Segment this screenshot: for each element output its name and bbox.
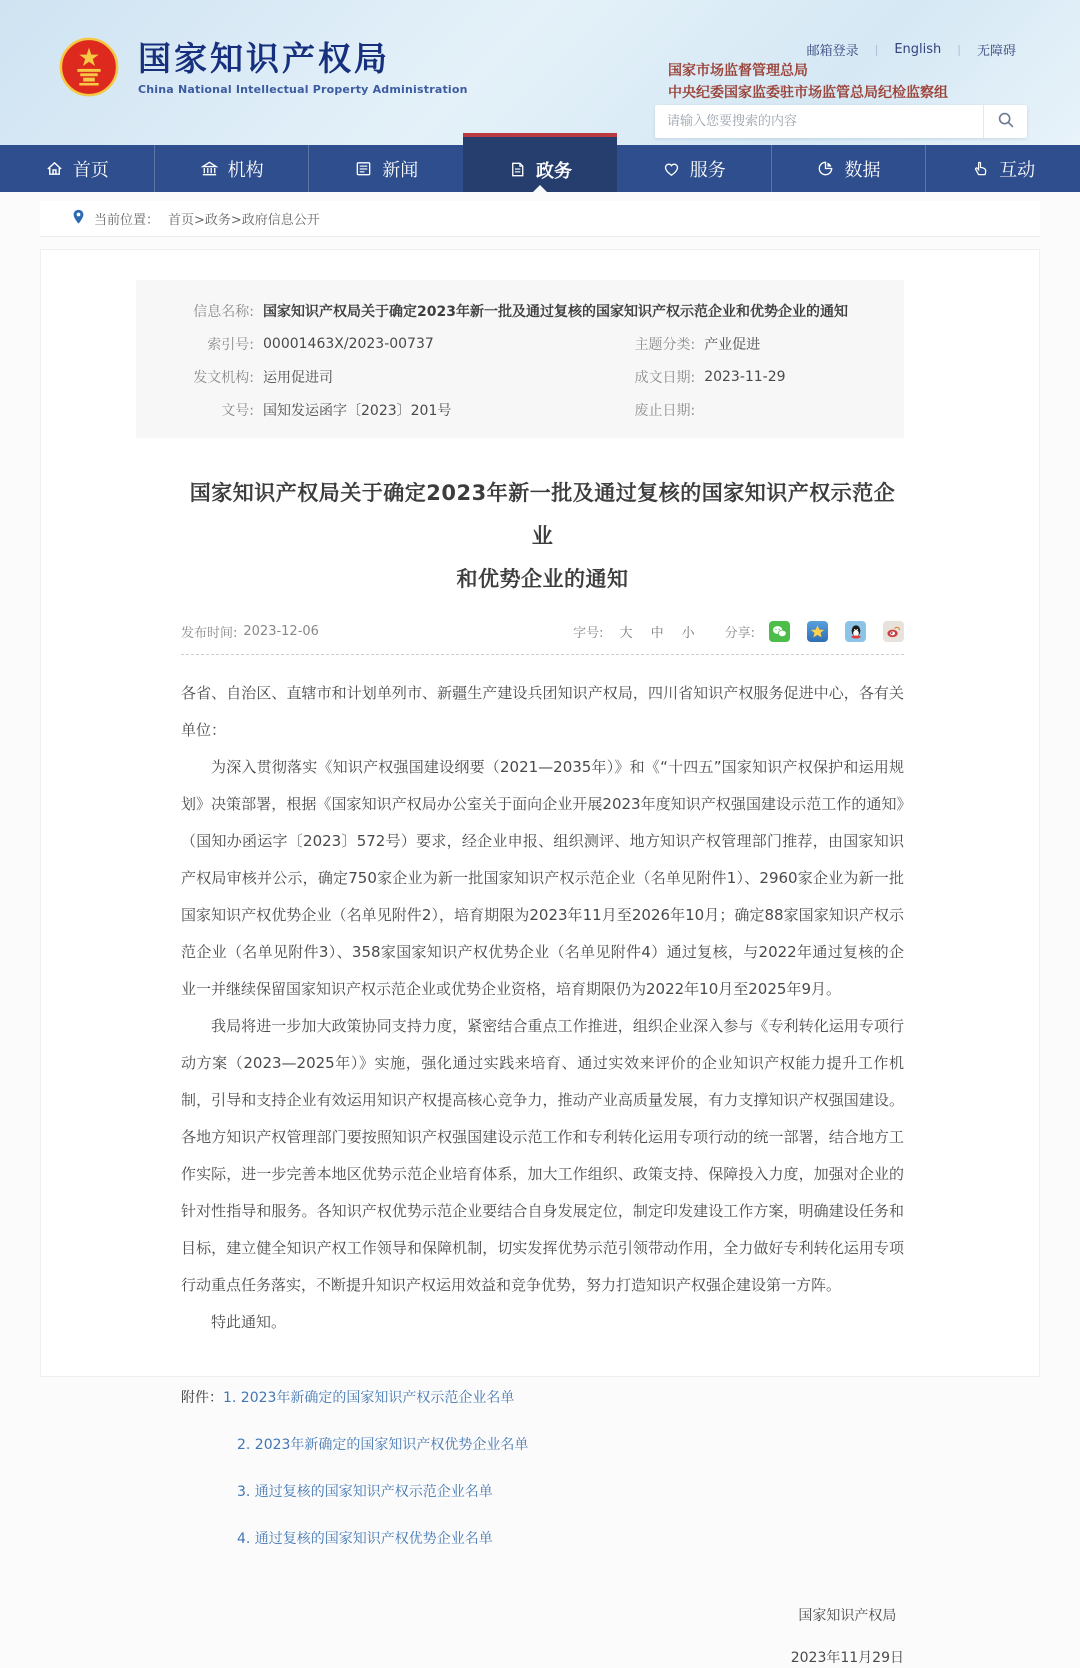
info-label: 主题分类: <box>634 336 696 353</box>
active-tab-arrow-icon <box>533 185 547 192</box>
info-row-issuer-date <box>136 360 904 393</box>
search-button[interactable] <box>983 105 1027 138</box>
nav-item-government[interactable] <box>463 133 617 192</box>
info-value-topic: 产业促进 <box>704 336 761 353</box>
qq-icon[interactable] <box>845 621 866 642</box>
nav-label: 政务 <box>536 160 573 182</box>
breadcrumb <box>40 201 1040 237</box>
salutation: 各省、自治区、直辖市和计划单列市、新疆生产建设兵团知识产权局，四川省知识产权服务促进中心，各有关单位： <box>181 684 904 739</box>
font-size-small-button[interactable]: 小 <box>681 626 695 641</box>
font-size-label: 字号: <box>573 626 604 641</box>
info-label: 索引号: <box>207 336 254 353</box>
institution-icon <box>200 159 219 178</box>
attachments-label: 附件： <box>181 1390 223 1406</box>
attachment-link-1[interactable]: 1. 2023年新确定的国家知识产权示范企业名单 <box>223 1390 515 1406</box>
service-icon <box>662 159 681 178</box>
data-icon <box>816 159 835 178</box>
nav-label: 互动 <box>999 159 1036 181</box>
brand-text <box>138 39 468 96</box>
document-title-line2: 和优势企业的通知 <box>456 567 629 591</box>
document-title <box>181 472 904 601</box>
signature-date: 2023年11月29日 <box>790 1650 904 1666</box>
agency-name-cn: 国家知识产权局 <box>138 38 390 78</box>
nav-label: 新闻 <box>382 159 419 181</box>
info-row-docno-expire <box>136 393 904 426</box>
interaction-icon <box>971 159 990 178</box>
attachments-section <box>181 1387 904 1548</box>
nav-item-service[interactable] <box>617 145 771 192</box>
location-pin-icon <box>72 209 85 229</box>
publish-time-label: 发布时间: <box>181 626 238 641</box>
breadcrumb-path[interactable]: 首页>政务>政府信息公开 <box>168 213 320 228</box>
search-input[interactable] <box>655 105 983 138</box>
article-body <box>181 675 904 1341</box>
closing-line: 特此通知。 <box>211 1313 287 1331</box>
signature-agency: 国家知识产权局 <box>798 1608 897 1624</box>
nav-label: 服务 <box>689 159 726 181</box>
info-value-name: 国家知识产权局关于确定2023年新一批及通过复核的国家知识产权示范企业和优势企业的通知 <box>263 303 848 320</box>
font-size-medium-button[interactable]: 中 <box>650 626 664 641</box>
publish-time-value: 2023-12-06 <box>243 624 319 639</box>
search-icon <box>997 111 1015 132</box>
nav-item-interaction[interactable] <box>925 145 1080 192</box>
site-header <box>0 0 1080 145</box>
info-value-issuer: 运用促进司 <box>263 369 333 386</box>
divider: | <box>957 43 961 56</box>
info-label: 废止日期: <box>634 402 696 419</box>
share-label: 分享: <box>724 626 755 641</box>
nav-item-institution[interactable] <box>154 145 309 192</box>
info-label: 文号: <box>221 402 254 419</box>
attachment-link-3[interactable]: 3. 通过复核的国家知识产权示范企业名单 <box>237 1484 493 1500</box>
info-label: 信息名称: <box>193 303 254 320</box>
nav-label: 首页 <box>72 159 109 181</box>
info-label: 发文机构: <box>193 369 254 386</box>
related-agency-line1[interactable]: 国家市场监督管理总局 <box>668 63 808 79</box>
document-title-line1: 国家知识产权局关于确定2023年新一批及通过复核的国家知识产权示范企业 <box>189 481 896 548</box>
info-value-index: 00001463X/2023-00737 <box>263 335 434 352</box>
separator <box>181 654 904 655</box>
info-label: 成文日期: <box>634 369 696 386</box>
national-emblem-icon <box>58 36 120 98</box>
related-agency-line2[interactable]: 中央纪委国家监委驻市场监管总局纪检监察组 <box>668 85 948 101</box>
weibo-icon[interactable] <box>883 621 904 642</box>
divider: | <box>874 43 879 56</box>
government-icon <box>508 160 527 179</box>
nav-label: 机构 <box>227 159 264 181</box>
info-row-name <box>136 294 904 327</box>
related-agencies <box>668 60 948 104</box>
nav-item-home[interactable] <box>0 145 154 192</box>
info-value-docno: 国知发运函字〔2023〕201号 <box>263 402 452 419</box>
news-icon <box>354 159 373 178</box>
info-value-date: 2023-11-29 <box>704 368 786 385</box>
nav-item-data[interactable] <box>771 145 926 192</box>
site-search <box>655 105 1027 138</box>
nav-label: 数据 <box>844 159 881 181</box>
article-meta-row <box>181 621 904 642</box>
signature-block <box>181 1606 904 1668</box>
paragraph-2: 我局将进一步加大政策协同支持力度，紧密结合重点工作推进，组织企业深入参与《专利转化运用专项行动方案（2023—2025年）》实施，强化通过实践来培育、通过实效来评价的企业知识产权能力提升工作机制，引导和支持企业有效运用知识产权提高核心竞争力，推动产业高质量发展，有力支撑知识产权强国建设。各地方知识产权管理部门要按照知识产权强国建设示范工作和专利转化运用专项行动的统一部署，结合地方工作实际，进一步完善本地区优势示范企业培育体系，加大工作组织、政策支持、保障投入力度，加强对企业的针对性指导和服务。各知识产权优势示范企业要结合自身发展定位，制定印发建设工作方案，明确建设任务和目标，建立健全知识产权工作领导和保障机制，切实发挥优势示范引领带动作用，全力做好专利转化运用专项行动重点任务落实，不断提升知识产权运用效益和竞争优势，努力打造知识产权强企建设第一方阵。 <box>181 1017 904 1294</box>
attachment-link-2[interactable]: 2. 2023年新确定的国家知识产权优势企业名单 <box>237 1437 529 1453</box>
breadcrumb-location-label: 当前位置： <box>94 213 160 228</box>
share-icons <box>769 621 904 642</box>
meta-tools <box>573 621 904 642</box>
qzone-icon[interactable] <box>807 621 828 642</box>
wechat-icon[interactable] <box>769 621 790 642</box>
mail-login-link[interactable]: 邮箱登录 <box>806 44 859 59</box>
main-navigation <box>0 145 1080 192</box>
home-icon <box>45 159 64 178</box>
english-link[interactable]: English <box>894 42 942 57</box>
info-row-index-topic <box>136 327 904 360</box>
accessibility-link[interactable]: 无障碍 <box>976 44 1016 59</box>
utility-links <box>791 40 1032 59</box>
font-size-large-button[interactable]: 大 <box>619 626 633 641</box>
attachment-link-4[interactable]: 4. 通过复核的国家知识产权优势企业名单 <box>237 1531 493 1547</box>
paragraph-1: 为深入贯彻落实《知识产权强国建设纲要（2021—2035年）》和《“十四五”国家知识产权保护和运用规划》决策部署，根据《国家知识产权局办公室关于面向企业开展2023年度知识产权强国建设示范工作的通知》（国知办函运字〔2023〕572号）要求，经企业申报、组织测评、地方知识产权管理部门推荐，由国家知识产权局审核并公示，确定750家企业为新一批国家知识产权示范企业（名单见附件1）、2960家企业为新一批国家知识产权优势企业（名单见附件2），培育期限为2023年11月至2026年10月；确定88家国家知识产权示范企业（名单见附件3）、358家国家知识产权优势企业（名单见附件4）通过复核，与2022年通过复核的企业一并继续保留国家知识产权示范企业或优势企业资格，培育期限仍为2022年10月至2025年9月。 <box>181 758 904 998</box>
document-info-table <box>136 280 904 438</box>
agency-name-en: China National Intellectual Property Administration <box>138 82 468 96</box>
site-brand <box>58 36 468 98</box>
content-card <box>40 249 1040 1666</box>
nav-item-news[interactable] <box>308 145 463 192</box>
